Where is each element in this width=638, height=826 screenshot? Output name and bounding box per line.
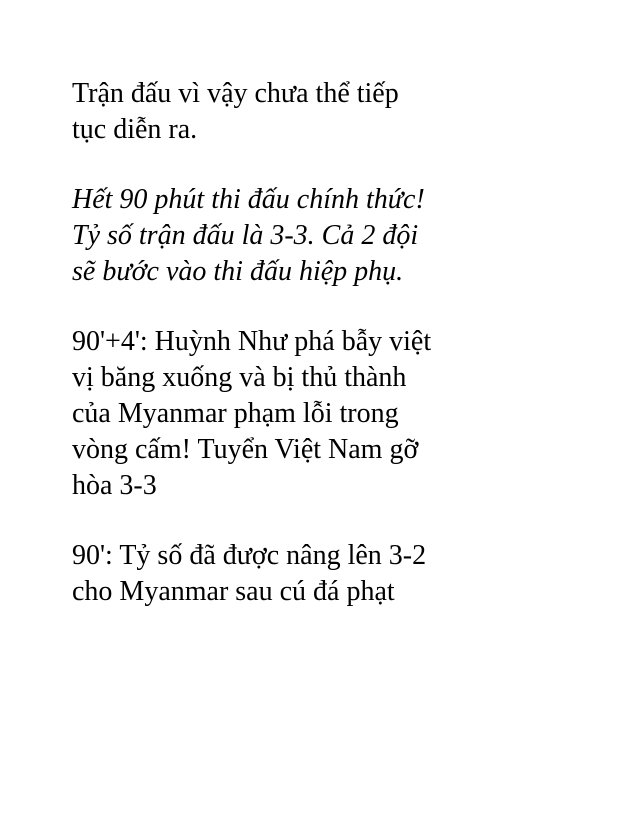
paragraph-match-status <box>72 76 612 148</box>
text-line: tục diễn ra. <box>72 114 198 145</box>
text-line: hòa 3-3 <box>72 470 157 501</box>
text-line: Hết 90 phút thi đấu chính thức! <box>72 184 425 215</box>
text-line: 90'+4': Huỳnh Như phá bẫy việt <box>72 326 432 357</box>
text-line: vòng cấm! Tuyển Việt Nam gỡ <box>72 434 419 465</box>
text-line: vị băng xuống và bị thủ thành <box>72 362 407 393</box>
text-line: 90': Tỷ số đã được nâng lên 3-2 <box>72 540 427 571</box>
text-line: cho Myanmar sau cú đá phạt <box>72 576 395 607</box>
text-line: Tỷ số trận đấu là 3-3. Cả 2 đội <box>72 220 419 251</box>
text-line: sẽ bước vào thi đấu hiệp phụ. <box>72 256 404 287</box>
paragraph-full-time-note <box>72 182 612 290</box>
paragraph-myanmar-goal <box>72 538 612 610</box>
document-page <box>72 76 612 644</box>
paragraph-equalizer <box>72 324 612 504</box>
text-line: Trận đấu vì vậy chưa thể tiếp <box>72 78 399 109</box>
text-line: của Myanmar phạm lỗi trong <box>72 398 399 429</box>
